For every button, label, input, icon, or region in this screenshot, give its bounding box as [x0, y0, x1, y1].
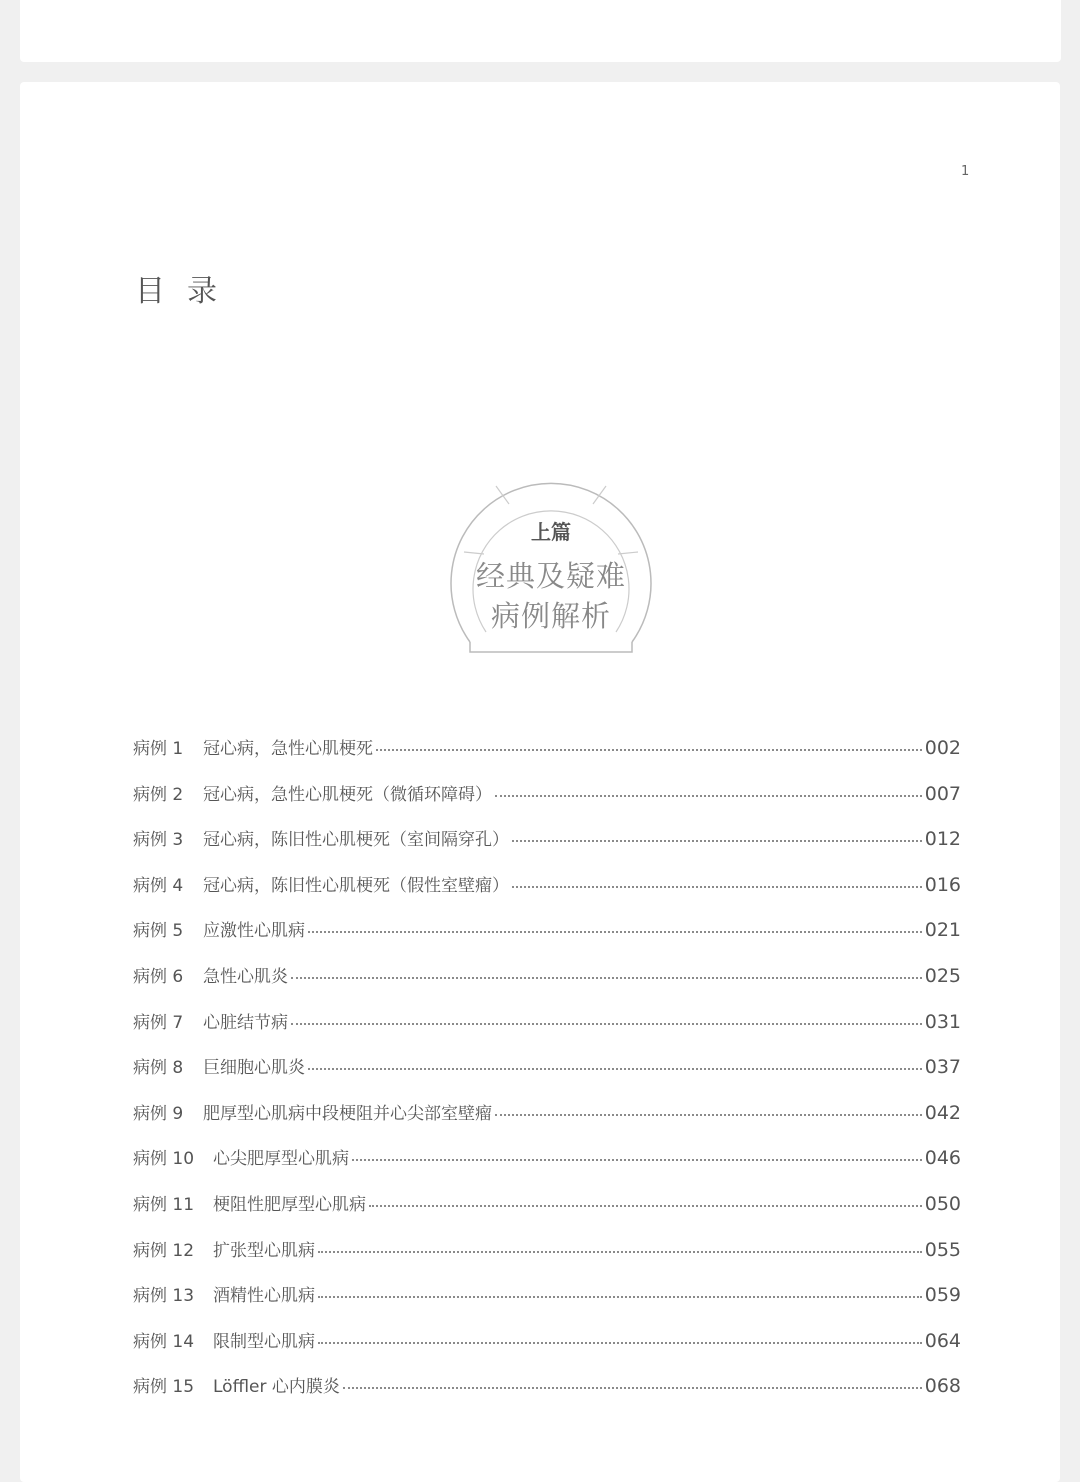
- toc-dot-leader: [352, 1159, 922, 1161]
- toc-dot-leader: [495, 795, 922, 797]
- toc-entry[interactable]: [133, 1236, 961, 1282]
- table-of-contents: [133, 734, 961, 1418]
- part-subtitle: [466, 556, 636, 636]
- toc-dot-leader: [308, 1068, 922, 1070]
- toc-page-number: 059: [924, 1284, 961, 1307]
- toc-case-number: 病例 11: [133, 1194, 195, 1215]
- toc-entry[interactable]: [133, 1144, 961, 1190]
- toc-entry[interactable]: [133, 780, 961, 826]
- toc-entry[interactable]: [133, 734, 961, 780]
- toc-title: 目录: [135, 274, 239, 309]
- toc-case-title: 巨细胞心肌炎: [203, 1058, 305, 1079]
- toc-dot-leader: [512, 840, 922, 842]
- toc-page-number: 016: [924, 873, 961, 896]
- toc-entry[interactable]: [133, 1190, 961, 1236]
- toc-case-title: 酒精性心肌病: [213, 1286, 315, 1307]
- toc-dot-leader: [343, 1387, 922, 1389]
- toc-case-title: 肥厚型心肌病中段梗阻并心尖部室壁瘤: [203, 1103, 492, 1124]
- toc-case-title: 心脏结节病: [203, 1012, 288, 1033]
- previous-page-edge: [20, 0, 1061, 62]
- toc-entry[interactable]: [133, 962, 961, 1008]
- toc-case-title: 冠心病，陈旧性心肌梗死（室间隔穿孔）: [203, 830, 509, 851]
- toc-case-title: 冠心病，陈旧性心肌梗死（假性室壁瘤）: [203, 875, 509, 896]
- toc-dot-leader: [376, 749, 922, 751]
- toc-entry[interactable]: [133, 1053, 961, 1099]
- toc-case-title: 冠心病，急性心肌梗死（微循环障碍）: [203, 784, 492, 805]
- toc-case-number: 病例 14: [133, 1331, 195, 1352]
- toc-dot-leader: [291, 977, 922, 979]
- toc-case-title: 限制型心肌病: [213, 1331, 315, 1352]
- toc-page-number: 021: [924, 919, 961, 942]
- toc-page-number: 068: [924, 1375, 961, 1398]
- toc-case-number: 病例 10: [133, 1149, 195, 1170]
- page-number: 1: [961, 164, 970, 179]
- toc-entry[interactable]: [133, 1281, 961, 1327]
- toc-entry[interactable]: [133, 1372, 961, 1418]
- toc-case-number: 病例 5: [133, 921, 184, 942]
- toc-case-number: 病例 8: [133, 1058, 184, 1079]
- toc-page-number: 025: [924, 964, 961, 987]
- toc-case-number: 病例 3: [133, 830, 184, 851]
- part-subtitle-line-1: 经典及疑难: [475, 559, 626, 593]
- toc-case-title: 心尖肥厚型心肌病: [213, 1149, 349, 1170]
- toc-case-number: 病例 9: [133, 1103, 184, 1124]
- toc-entry[interactable]: [133, 871, 961, 917]
- toc-case-title: 冠心病，急性心肌梗死: [203, 739, 373, 759]
- part-emblem: [446, 452, 656, 664]
- toc-page-number: 046: [924, 1147, 961, 1170]
- toc-case-number: 病例 1: [133, 739, 184, 759]
- toc-case-title: 应激性心肌病: [203, 921, 305, 942]
- toc-case-number: 病例 12: [133, 1240, 195, 1261]
- toc-page-number: 050: [924, 1192, 961, 1215]
- toc-case-number: 病例 13: [133, 1286, 195, 1307]
- toc-page-number: 064: [924, 1329, 961, 1352]
- toc-entry[interactable]: [133, 1327, 961, 1373]
- toc-case-number: 病例 7: [133, 1012, 184, 1033]
- toc-case-number: 病例 2: [133, 784, 184, 805]
- toc-page-number: 002: [924, 737, 961, 759]
- toc-page-number: 031: [924, 1010, 961, 1033]
- toc-entry[interactable]: [133, 1099, 961, 1145]
- toc-entry[interactable]: [133, 825, 961, 871]
- toc-dot-leader: [495, 1114, 922, 1116]
- toc-case-number: 病例 15: [133, 1377, 195, 1398]
- toc-page-number: 007: [924, 782, 961, 805]
- part-label: 上篇: [531, 520, 571, 544]
- toc-page-number: 037: [924, 1056, 961, 1079]
- toc-dot-leader: [318, 1251, 922, 1253]
- toc-case-title: 急性心肌炎: [203, 966, 288, 987]
- toc-dot-leader: [318, 1296, 922, 1298]
- toc-page-number: 042: [924, 1101, 961, 1124]
- toc-entry[interactable]: [133, 1008, 961, 1054]
- toc-case-title: 梗阻性肥厚型心肌病: [213, 1194, 366, 1215]
- toc-dot-leader: [291, 1023, 922, 1025]
- toc-entry[interactable]: [133, 916, 961, 962]
- toc-page-number: 055: [924, 1238, 961, 1261]
- part-subtitle-line-2: 病例解析: [490, 599, 611, 633]
- toc-page-number: 012: [924, 828, 961, 851]
- toc-case-title: Löffler 心内膜炎: [213, 1377, 340, 1398]
- toc-case-number: 病例 4: [133, 875, 184, 896]
- toc-case-number: 病例 6: [133, 966, 184, 987]
- toc-case-title: 扩张型心肌病: [213, 1240, 315, 1261]
- toc-dot-leader: [308, 931, 922, 933]
- toc-dot-leader: [369, 1205, 922, 1207]
- toc-dot-leader: [318, 1342, 922, 1344]
- toc-dot-leader: [512, 886, 922, 888]
